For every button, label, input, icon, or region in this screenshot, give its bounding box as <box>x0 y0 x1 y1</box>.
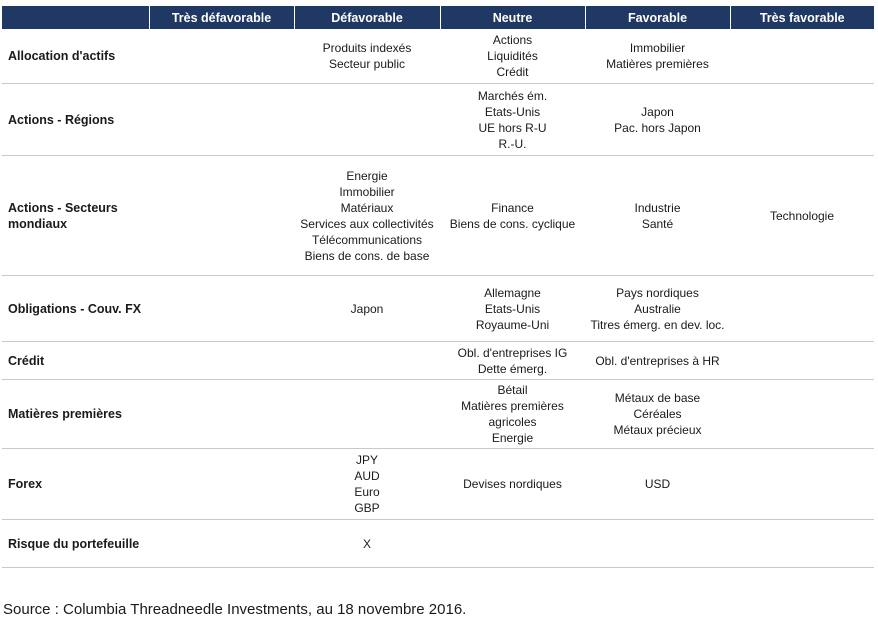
table-row <box>2 449 874 520</box>
cell-tres-defavorable <box>149 276 294 342</box>
table-row <box>2 84 874 156</box>
table-row <box>2 342 874 380</box>
cell-item: Etats-Unis <box>484 301 541 316</box>
table-row <box>2 520 874 568</box>
cell-item: Marchés ém. <box>477 88 548 103</box>
cell-tres-defavorable <box>149 342 294 380</box>
cell-item: Dette émerg. <box>477 361 548 376</box>
cell-item: Energie <box>491 431 534 445</box>
cell-tres-favorable <box>730 29 874 84</box>
cell-neutre <box>440 520 585 568</box>
cell-item: JPY <box>355 453 378 467</box>
cell-defavorable <box>294 84 440 156</box>
cell-defavorable <box>294 449 440 520</box>
cell-item: Finance <box>491 200 534 215</box>
table-row <box>2 156 874 276</box>
source-note: Source : Columbia Threadneedle Investments, au 18 novembre 2016. <box>3 601 467 618</box>
header-row <box>2 6 874 29</box>
cell-item: Liquidités <box>487 49 538 63</box>
row-label: Risque du portefeuille <box>2 520 149 568</box>
header-defavorable: Défavorable <box>294 6 440 29</box>
table-row <box>2 380 874 449</box>
cell-item: Obl. d'entreprises à HR <box>595 353 720 368</box>
cell-tres-favorable <box>730 342 874 380</box>
table-row <box>2 276 874 342</box>
cell-item: Industrie <box>634 200 681 215</box>
header-neutre: Neutre <box>440 6 585 29</box>
cell-item: Métaux précieux <box>613 423 702 437</box>
cell-item: Australie <box>634 301 681 316</box>
cell-item: Immobilier <box>629 41 686 55</box>
cell-item: Energie <box>346 168 388 183</box>
cell-favorable <box>585 84 730 156</box>
allocation-table <box>2 6 874 568</box>
cell-favorable <box>585 520 730 568</box>
cell-item: Pac. hors Japon <box>614 120 701 135</box>
cell-tres-favorable <box>730 276 874 342</box>
cell-item: AUD <box>354 469 380 483</box>
cell-neutre <box>440 29 585 84</box>
cell-favorable <box>585 449 730 520</box>
cell-favorable <box>585 29 730 84</box>
cell-tres-favorable <box>730 156 874 276</box>
cell-item: Services aux collectivités <box>300 216 434 231</box>
cell-item: Bétail <box>497 383 528 397</box>
cell-item: Secteur public <box>328 57 406 71</box>
cell-item: Pays nordiques <box>616 285 699 300</box>
table-header <box>2 6 874 29</box>
cell-item: Japon <box>641 104 674 119</box>
cell-tres-favorable <box>730 380 874 449</box>
cell-item: X <box>362 536 371 551</box>
header-tres-favorable: Très favorable <box>730 6 874 29</box>
cell-item: Allemagne <box>484 285 541 300</box>
cell-tres-defavorable <box>149 156 294 276</box>
cell-item: Télécommunications <box>311 232 423 247</box>
cell-neutre <box>440 276 585 342</box>
cell-item: Matériaux <box>340 200 394 215</box>
cell-defavorable <box>294 380 440 449</box>
cell-defavorable <box>294 276 440 342</box>
cell-item: Crédit <box>496 65 529 79</box>
row-label: Actions - Secteurs mondiaux <box>2 156 149 276</box>
cell-item: Santé <box>641 216 674 231</box>
header-corner <box>2 6 149 29</box>
cell-favorable <box>585 276 730 342</box>
cell-item: Céréales <box>633 407 682 421</box>
cell-defavorable <box>294 520 440 568</box>
cell-item: Titres émerg. en dev. loc. <box>590 317 725 332</box>
cell-tres-defavorable <box>149 84 294 156</box>
cell-item: UE hors R-U <box>478 120 547 135</box>
cell-tres-defavorable <box>149 449 294 520</box>
cell-item: Matières premières agricoles <box>461 399 564 429</box>
row-label: Matières premières <box>2 380 149 449</box>
cell-item: GBP <box>354 501 380 515</box>
table-row <box>2 29 874 84</box>
cell-neutre <box>440 380 585 449</box>
cell-tres-favorable <box>730 449 874 520</box>
cell-item: Japon <box>350 301 384 316</box>
cell-item: Biens de cons. de base <box>304 248 430 263</box>
cell-tres-defavorable <box>149 380 294 449</box>
cell-favorable <box>585 342 730 380</box>
cell-item: Immobilier <box>339 184 395 199</box>
cell-item: Devises nordiques <box>463 477 562 491</box>
row-label: Forex <box>2 449 149 520</box>
cell-tres-defavorable <box>149 29 294 84</box>
cell-item: Actions <box>492 33 533 47</box>
cell-item: USD <box>644 477 671 491</box>
cell-item: Matières premières <box>606 57 709 71</box>
cell-item: Etats-Unis <box>484 104 541 119</box>
header-favorable: Favorable <box>585 6 730 29</box>
cell-neutre <box>440 156 585 276</box>
row-label: Crédit <box>2 342 149 380</box>
cell-item: Obl. d'entreprises IG <box>457 345 568 360</box>
row-label: Obligations - Couv. FX <box>2 276 149 342</box>
cell-item: R.-U. <box>498 136 527 151</box>
header-tres-defavorable: Très défavorable <box>149 6 294 29</box>
cell-favorable <box>585 380 730 449</box>
cell-defavorable <box>294 29 440 84</box>
cell-tres-favorable <box>730 520 874 568</box>
cell-favorable <box>585 156 730 276</box>
cell-defavorable <box>294 156 440 276</box>
cell-neutre <box>440 449 585 520</box>
cell-item: Euro <box>354 485 380 499</box>
cell-neutre <box>440 342 585 380</box>
cell-tres-favorable <box>730 84 874 156</box>
cell-item: Produits indexés <box>322 41 412 55</box>
cell-defavorable <box>294 342 440 380</box>
cell-item: Royaume-Uni <box>475 317 550 332</box>
row-label: Actions - Régions <box>2 84 149 156</box>
cell-neutre <box>440 84 585 156</box>
cell-tres-defavorable <box>149 520 294 568</box>
table-body <box>2 29 874 568</box>
cell-item: Métaux de base <box>614 391 701 405</box>
row-label: Allocation d'actifs <box>2 29 149 84</box>
cell-item: Technologie <box>769 208 835 223</box>
cell-item: Biens de cons. cyclique <box>449 216 576 231</box>
